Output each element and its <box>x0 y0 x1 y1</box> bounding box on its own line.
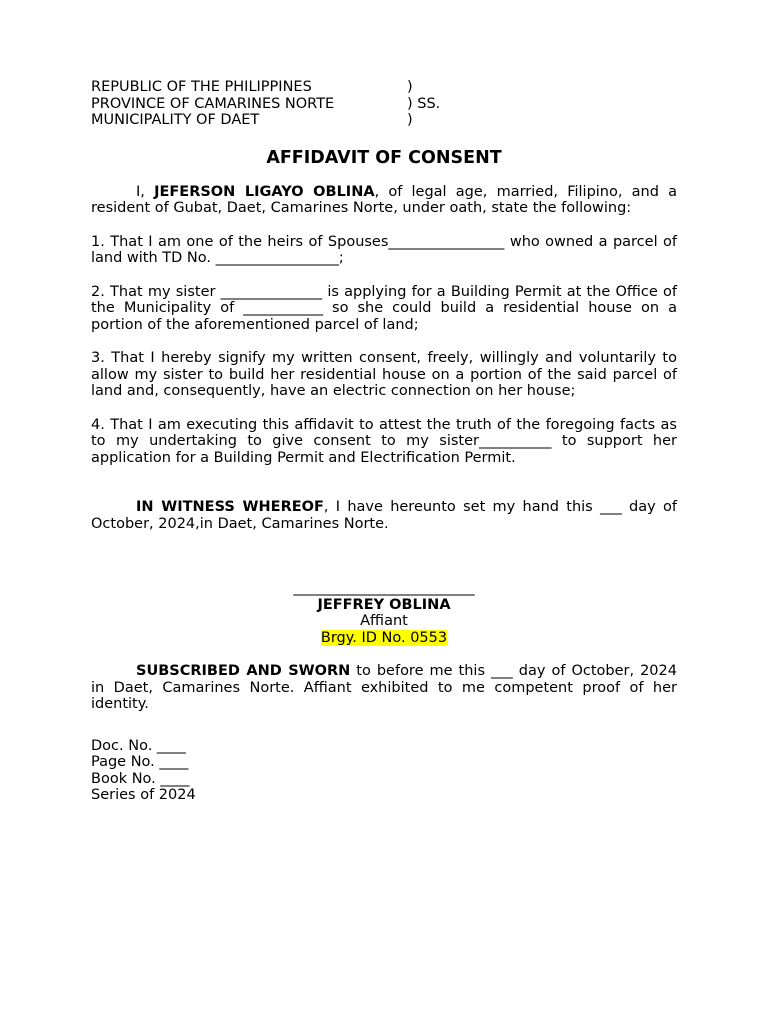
affiant-role: Affiant <box>360 613 408 629</box>
notary-details <box>91 738 677 804</box>
series-year: Series of 2024 <box>91 787 196 803</box>
book-number: Book No. ____ <box>91 770 190 787</box>
item-2: 2. That my sister ______________ is applying for a Building Permit at the Office of the Municipality of ___________ so she could build a residential house on a portion of the aforementioned parcel of land; <box>91 283 677 333</box>
doc-number: Doc. No. ____ <box>91 737 186 754</box>
item-1: 1. That I am one of the heirs of Spouses________________ who owned a parcel of land with TD No. _________________; <box>91 233 677 266</box>
signature-block <box>91 580 677 646</box>
affiant-name: JEFFREY OBLINA <box>317 596 451 613</box>
venue-line-province: PROVINCE OF CAMARINES NORTE ) SS. <box>91 95 441 112</box>
affiant-id: Brgy. ID No. 0553 <box>320 629 448 646</box>
venue-block <box>91 79 677 129</box>
document-title: AFFIDAVIT OF CONSENT <box>266 147 502 168</box>
venue-line-republic: REPUBLIC OF THE PHILIPPINES ) <box>91 79 413 95</box>
item-3: 3. That I hereby signify my written consent, freely, willingly and voluntarily to allow my sister to build her residential house on a portion of the said parcel of land and, consequently, have an electric connection on her house; <box>91 350 677 399</box>
item-4: 4. That I am executing this affidavit to attest the truth of the foregoing facts as to my undertaking to give consent to my sister__________ to support her application for a Building Permit and Electrification Permit. <box>91 416 677 466</box>
affidavit-body <box>91 79 677 804</box>
venue-line-municipality: MUNICIPALITY OF DAET ) <box>91 112 413 128</box>
witness-paragraph: IN WITNESS WHEREOF, I have hereunto set my hand this ___ day of October, 2024,in Daet, Camarines Norte. <box>91 499 677 532</box>
page-number: Page No. ____ <box>91 754 189 770</box>
intro-paragraph: I, JEFERSON LIGAYO OBLINA, of legal age, married, Filipino, and a resident of Gubat, Daet, Camarines Norte, under oath, state the following: <box>91 183 678 216</box>
signature-line: _________________________ <box>293 580 475 596</box>
jurat-paragraph: SUBSCRIBED AND SWORN to before me this ___ day of October, 2024 in Daet, Camarines Norte. Affiant exhibited to me competent proof of her identity. <box>91 663 677 712</box>
affiant-full-name: JEFERSON LIGAYO OBLINA <box>154 183 375 200</box>
